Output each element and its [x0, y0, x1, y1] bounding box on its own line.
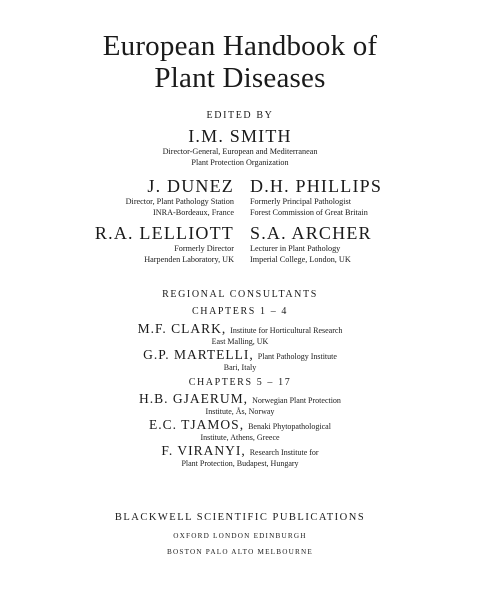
- editor-name: R.A. LELLIOTT: [94, 223, 234, 243]
- consultant-entry: [0, 390, 480, 416]
- consultant-name: M.F. CLARK,: [137, 321, 227, 336]
- consultant-location: Institute, Ås, Norway: [205, 407, 275, 416]
- consultant-entry: [0, 442, 480, 468]
- affiliation-line: Formerly Director: [174, 244, 234, 253]
- consultant-name: F. VIRANYI,: [161, 443, 246, 458]
- affiliation-line: Formerly Principal Pathologist: [250, 197, 351, 206]
- publisher-cities-line-2: BOSTON PALO ALTO MELBOURNE: [166, 548, 314, 556]
- affiliation-line: Plant Protection Organization: [191, 157, 289, 167]
- consultant-institute: Benaki Phytopathological: [248, 422, 331, 431]
- consultant-location: Plant Protection, Budapest, Hungary: [181, 459, 299, 468]
- regional-consultants-heading: REGIONAL CONSULTANTS: [162, 289, 318, 300]
- affiliation-line: INRA-Bordeaux, France: [153, 207, 234, 217]
- consultant-institute: Plant Pathology Institute: [257, 352, 337, 361]
- edited-by-label: EDITED BY: [206, 110, 274, 121]
- book-title-line-1: European Handbook of: [102, 30, 378, 62]
- editor-affiliation: [250, 244, 450, 265]
- consultant-name: E.C. TJAMOS,: [149, 417, 245, 432]
- chapters-heading: CHAPTERS 5 – 17: [188, 377, 292, 388]
- editor-name: J. DUNEZ: [147, 176, 234, 196]
- affiliation-line: Harpenden Laboratory, UK: [144, 254, 234, 264]
- affiliation-line: Forest Commission of Great Britain: [250, 207, 368, 217]
- consultant-name: H.B. GJAERUM,: [139, 391, 249, 406]
- consultant-location: Bari, Italy: [223, 363, 257, 372]
- editor-name: S.A. ARCHER: [250, 223, 372, 243]
- consultant-entry: [0, 346, 480, 372]
- consultant-institute: Research Institute for: [249, 448, 319, 457]
- publisher-name: BLACKWELL SCIENTIFIC PUBLICATIONS: [114, 512, 366, 523]
- editor-affiliation: [40, 197, 234, 218]
- consultant-name: G.P. MARTELLI,: [143, 347, 254, 362]
- chief-editor-affiliation: [0, 147, 480, 168]
- consultant-entry: [0, 416, 480, 442]
- consultant-location: East Malling, UK: [211, 337, 269, 346]
- consultant-location: Institute, Athens, Greece: [200, 433, 280, 442]
- chapters-heading: CHAPTERS 1 – 4: [191, 306, 289, 317]
- publisher-cities-line-1: OXFORD LONDON EDINBURGH: [173, 532, 307, 540]
- affiliation-line: Lecturer in Plant Pathology: [250, 244, 341, 253]
- book-title-line-2: Plant Diseases: [154, 62, 326, 94]
- consultant-institute: Institute for Horticultural Research: [230, 326, 343, 335]
- editor-name: D.H. PHILLIPS: [250, 176, 383, 196]
- affiliation-line: Director-General, European and Mediterranean: [162, 147, 318, 156]
- consultant-institute: Norwegian Plant Protection: [252, 396, 341, 405]
- consultant-entry: [0, 320, 480, 346]
- book-title: [0, 30, 480, 94]
- editor-affiliation: [40, 244, 234, 265]
- editor-affiliation: [250, 197, 450, 218]
- affiliation-line: Imperial College, London, UK: [250, 254, 351, 264]
- affiliation-line: Director, Plant Pathology Station: [125, 197, 234, 206]
- chief-editor-name: I.M. SMITH: [188, 126, 292, 146]
